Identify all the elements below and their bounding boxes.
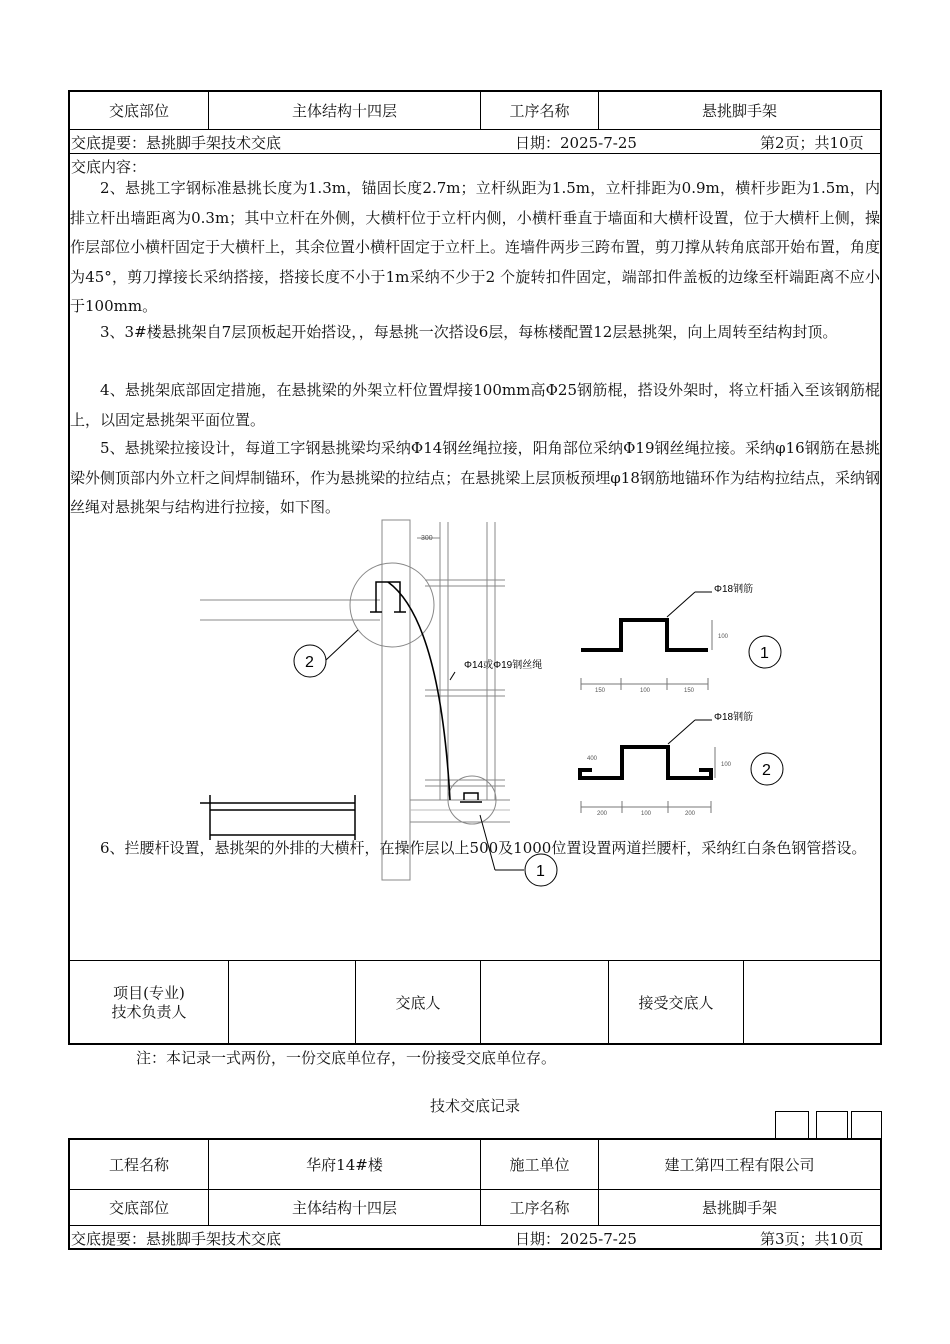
record-note: 注：本记录一式两份，一份交底单位存，一份接受交底单位存。 [136, 1049, 557, 1067]
tech-leader-label [70, 984, 228, 1022]
dim-label: 100 [640, 688, 651, 694]
dim-label: 100 [641, 811, 652, 817]
project-value: 华府14#楼 [306, 1156, 383, 1174]
paragraph-3: 3、3#楼悬挑架自7层顶板起开始搭设，，每悬挑一次搭设6层，每栋楼配置12层悬挑架，向上周转至结构封顶。 [100, 323, 838, 341]
dim-label: 200 [597, 811, 608, 817]
tech-leader-signature-field[interactable] [229, 961, 355, 1043]
rebar-label-1: Φ18钢筋 [714, 584, 754, 595]
paragraph-5: 5、悬挑梁拉接设计，每道工字钢悬挑梁均采纳Φ14钢丝绳拉接，阳角部位采纳Φ19钢丝绳拉接。采纳φ16钢筋在悬挑梁外侧顶部内外立杆之间焊制锚环，作为悬挑梁的拉结点；在悬挑梁上层顶板预埋φ18钢筋地锚环作为结构拉结点，采纳钢丝绳对悬挑架与结构进行拉接，如下图。 [70, 439, 880, 516]
part-label: 交底部位 [108, 1199, 169, 1217]
process-label: 工序名称 [509, 101, 570, 120]
header-box [775, 1111, 809, 1139]
part-label: 交底部位 [108, 101, 169, 120]
receiver-label: 接受交底人 [638, 993, 714, 1012]
dim-label: 100 [721, 762, 732, 768]
page-number: 第2页；共10页 [760, 134, 864, 152]
rope-label: Φ14或Φ19钢丝绳 [464, 660, 543, 671]
date-text: 日期：2025-7-25 [515, 1230, 637, 1248]
discloser-label: 交底人 [395, 993, 441, 1012]
builder-label: 施工单位 [509, 1156, 570, 1174]
project-label: 工程名称 [108, 1156, 169, 1174]
header-box [851, 1111, 882, 1139]
process-value: 悬挑脚手架 [701, 101, 777, 120]
content-label: 交底内容： [71, 158, 147, 176]
callout-2: 2 [305, 654, 314, 671]
callout-1: 1 [536, 863, 545, 880]
discloser-signature-field[interactable] [481, 961, 608, 1043]
paragraph-6: 6、拦腰杆设置，悬挑架的外排的大横杆，在操作层以上500及1000位置设置两道拦腰杆，采纳红白条色钢管搭设。 [100, 839, 867, 857]
sheet-title: 技术交底记录 [429, 1097, 520, 1115]
process-label: 工序名称 [509, 1199, 570, 1217]
paragraph-2: 2、悬挑工字钢标准悬挑长度为1.3m，锚固长度2.7m；立杆纵距为1.5m，立杆排距为0.9m，横杆步距为1.5m，内排立杆出墙距离为0.3m；其中立杆在外侧，大横杆位于立杆内侧，小横杆垂直于墙面和大横杆设置，位于大横杆上侧，操作层部位小横杆固定于大横杆上，其余位置小横杆固定于立杆上。连墙件两步三跨布置，剪刀撑从转角底部开始布置，角度为45°，剪刀撑接长采纳搭接，搭接长度不小于1m采纳不少于2 个旋转扣件固定，端部扣件盖板的边缘至杆端距离不应小于100mm。 [70, 179, 881, 315]
dim-label: 200 [685, 811, 696, 817]
receiver-signature-field[interactable] [744, 961, 880, 1043]
detail-2-number: 2 [762, 762, 771, 779]
detail-1-number: 1 [760, 645, 769, 662]
dim-label: 150 [595, 688, 606, 694]
table-bottom-border [68, 1043, 882, 1045]
rebar-label-2: Φ18钢筋 [714, 712, 754, 723]
paragraph-4: 4、悬挑架底部固定措施，在悬挑梁的外架立杆位置焊接100mm高Φ25钢筋棍，搭设外架时，将立杆插入至该钢筋棍上，以固定悬挑架平面位置。 [70, 381, 880, 429]
part-value: 主体结构十四层 [291, 1199, 397, 1217]
tech-leader-label-line1: 项目(专业) [113, 984, 185, 1002]
date-text: 日期：2025-7-25 [515, 134, 637, 152]
dim-label: 100 [718, 634, 729, 640]
page-number: 第3页；共10页 [760, 1230, 864, 1248]
builder-value: 建工第四工程有限公司 [664, 1156, 815, 1174]
dim-label: 150 [684, 688, 695, 694]
part-value: 主体结构十四层 [291, 101, 397, 120]
header-box [816, 1111, 848, 1139]
tech-leader-label-line2: 技术负责人 [111, 1003, 187, 1021]
summary-text: 交底提要：悬挑脚手架技术交底 [71, 134, 282, 152]
table-right-border [880, 1138, 882, 1250]
summary-text: 交底提要：悬挑脚手架技术交底 [71, 1230, 282, 1248]
row-divider [68, 1225, 882, 1226]
process-value: 悬挑脚手架 [701, 1199, 777, 1217]
dim-300-label: 300 [421, 535, 433, 542]
dim-label: 400 [587, 756, 598, 762]
